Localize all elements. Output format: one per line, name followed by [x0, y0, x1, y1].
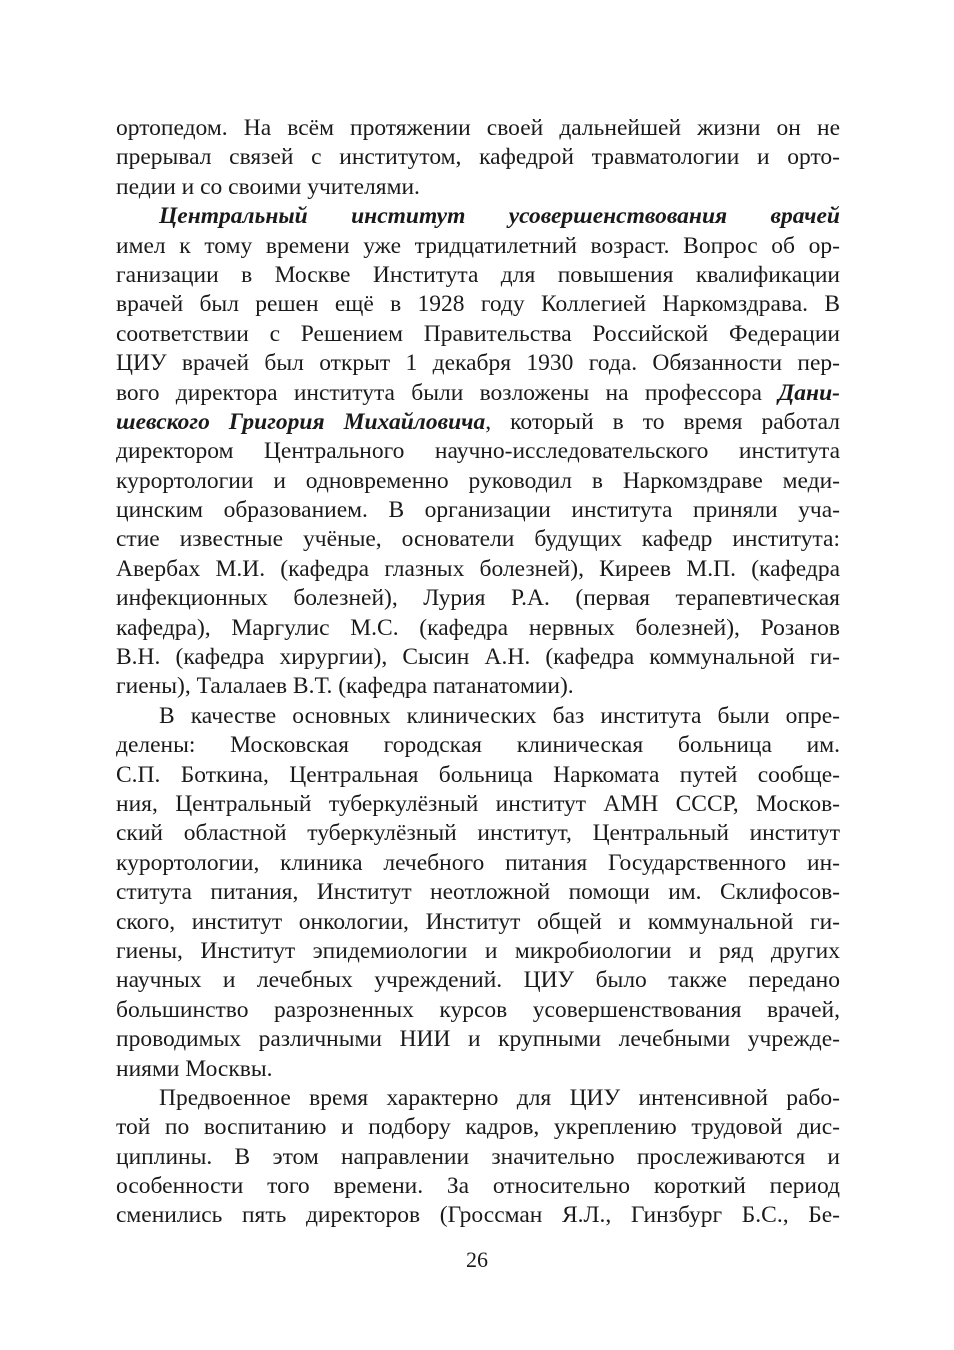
text-line: соответствии с Решением Правительства Российской Федерации [116, 320, 840, 347]
text-line: курортологии, клиника лечебного питания Государственного ин- [116, 849, 840, 876]
text-line: ского, институт онкологии, Институт общей и коммунальной ги- [116, 908, 840, 935]
text-line: ния, Центральный туберкулёзный институт АМН СССР, Москов- [116, 790, 840, 817]
text-line: сменились пять директоров (Гроссман Я.Л., Гинзбург Б.С., Бе- [116, 1202, 840, 1229]
paragraph-1 [116, 114, 840, 202]
page-body [116, 114, 840, 1231]
paragraph-3 [116, 702, 840, 1084]
emphasis-text: Дани- [778, 379, 840, 406]
text-line: гиены, Институт эпидемиологии и микробиологии и ряд других [116, 937, 840, 964]
text-line: стие известные учёные, основатели будущих кафедр института: [116, 526, 840, 553]
text-line: врачей был решен ещё в 1928 году Коллегией Наркомздрава. В [116, 291, 840, 318]
text-line: ститута питания, Институт неотложной помощи им. Склифосов- [116, 879, 840, 906]
text-line: педии и со своими учителями. [116, 173, 420, 200]
text-line: кафедра), Маргулис М.С. (кафедра нервных болезней), Розанов [116, 614, 840, 641]
text-line: гиены), Талалаев В.Т. (кафедра патанатомии). [116, 673, 574, 700]
text-line: той по воспитанию и подбору кадров, укреплению трудовой дис- [116, 1114, 840, 1141]
text-line: С.П. Боткина, Центральная больница Наркомата путей сообще- [116, 761, 840, 788]
text-line: ортопедом. На всём протяжении своей дальнейшей жизни он не [116, 115, 840, 141]
text-line [116, 202, 840, 231]
text-line: Предвоенное время характерно для ЦИУ интенсивной рабо- [159, 1084, 840, 1111]
text-line: В.Н. (кафедра хирургии), Сысин А.Н. (кафедра коммунальной ги- [116, 644, 840, 671]
text-line: вого директора института были возложены на профессора Дани- [116, 379, 840, 406]
text-line: Авербах М.И. (кафедра глазных болезней), Киреев М.П. (кафедра [116, 555, 840, 582]
text-line: проводимых различными НИИ и крупными лечебными учрежде- [116, 1026, 840, 1053]
text-line: ский областной туберкулёзный институт, Центральный институт [116, 820, 840, 847]
text-line: курортологии и одновременно руководил в Наркомздраве меди- [116, 467, 840, 494]
text-line: делены: Московская городская клиническая больница им. [116, 732, 840, 759]
text-line: большинство разрозненных курсов усовершенствования врачей, [116, 996, 840, 1023]
emphasis-text: шевского Григория Михайловича [116, 408, 486, 435]
text-line: директором Центрального научно-исследовательского института [116, 438, 840, 465]
paragraph-2 [116, 202, 840, 702]
text-line: циплины. В этом направлении значительно прослеживаются и [116, 1143, 840, 1170]
text-line: ганизации в Москве Института для повышения квалификации [116, 261, 840, 288]
text-line: научных и лечебных учреждений. ЦИУ было также передано [116, 967, 840, 994]
text-line: особенности того времени. За относительно короткий период [116, 1173, 840, 1200]
emphasis-text: Центральный институт усовершенствования врачей [159, 203, 840, 230]
text-line: инфекционных болезней), Лурия Р.А. (первая терапевтическая [116, 585, 840, 612]
page-number: 26 [466, 1247, 488, 1272]
paragraph-4 [116, 1084, 840, 1231]
text-line: имел к тому времени уже тридцатилетний возраст. Вопрос об ор- [116, 232, 840, 259]
text-line: ниями Москвы. [116, 1055, 273, 1082]
text-line: шевского Григория Михайловича, который в то время работал [116, 408, 841, 435]
text-line: прерывал связей с институтом, кафедрой травматологии и орто- [116, 144, 840, 171]
text-line: В качестве основных клинических баз института были опре- [159, 702, 840, 729]
text-line: цинским образованием. В организации института приняли уча- [116, 497, 840, 524]
text-line: ЦИУ врачей был открыт 1 декабря 1930 года. Обязанности пер- [116, 350, 840, 377]
